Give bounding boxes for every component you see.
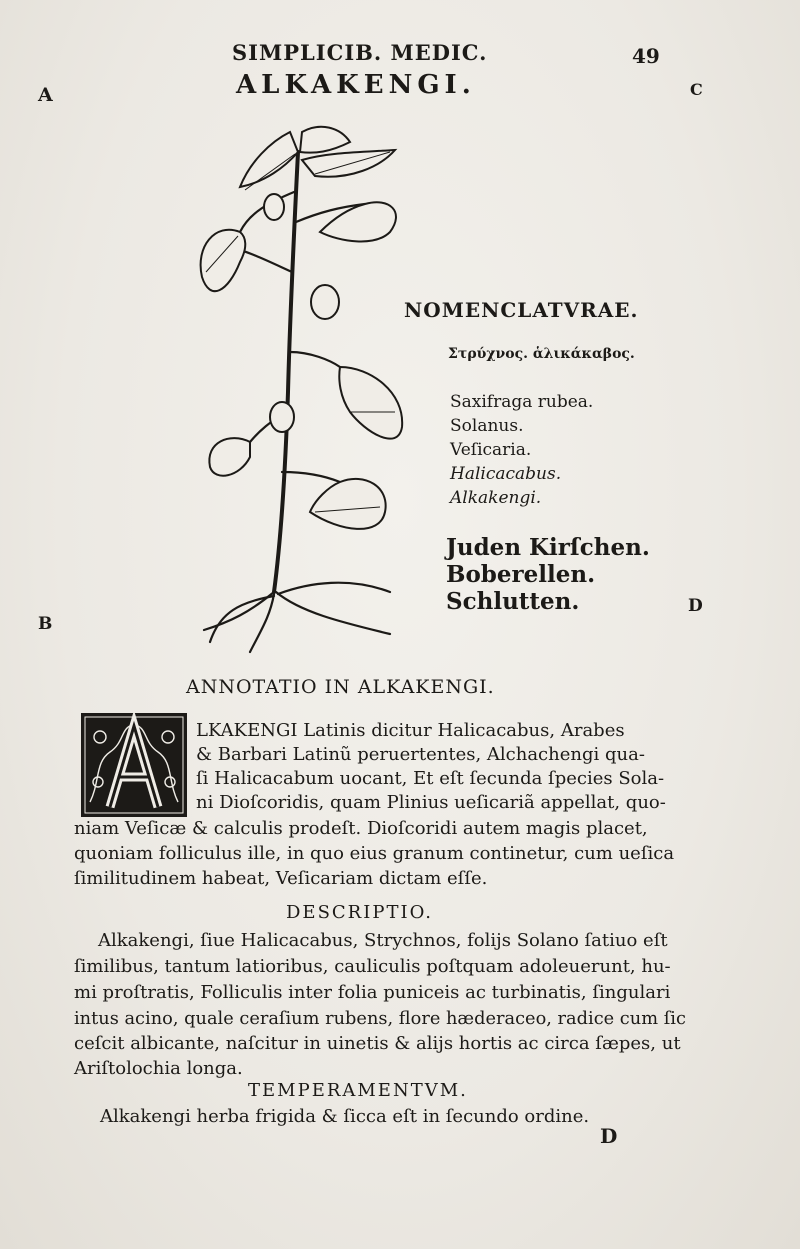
german-name: Schlutten. — [446, 588, 580, 615]
plant-title: ALKAKENGI. — [236, 70, 476, 100]
margin-letter-c: C — [690, 80, 703, 99]
german-name: Boberellen. — [446, 561, 596, 588]
annotatio-line: ſi Halicacabum uocant, Et eſt ſecunda ſpecies Sola- — [196, 768, 665, 789]
descriptio-line: ceſcit albicante, naſcitur in uinetis & alijs hortis ac circa ſæpes, ut — [74, 1033, 681, 1054]
page-number: 49 — [632, 44, 660, 68]
annotatio-line: ni Dioſcoridis, quam Plinius ueſicariã appellat, quo- — [196, 792, 666, 813]
latin-names-list — [450, 390, 593, 510]
descriptio-line: Ariſtolochia longa. — [74, 1058, 243, 1079]
margin-letter-b: B — [38, 614, 53, 634]
annotatio-line: ſimilitudinem habeat, Veſicariam dictam eſſe. — [74, 868, 488, 889]
german-name: Juden Kirſchen. — [446, 534, 650, 561]
margin-letter-d-upper: D — [688, 596, 703, 616]
annotatio-line: LKAKENGI Latinis dicitur Halicacabus, Arabes — [196, 720, 625, 741]
descriptio-line: intus acino, quale ceraſium rubens, flore hæderaceo, radice cum ſic — [74, 1008, 686, 1029]
latin-name: Alkakengi. — [450, 488, 542, 508]
temperamentum-line: Alkakengi herba frigida & ſicca eſt in ſecundo ordine. — [100, 1106, 590, 1127]
greek-names: Στρύχνος. ἁλικάκαβος. — [448, 346, 635, 362]
latin-name: Saxifraga rubea. — [450, 392, 594, 412]
descriptio-heading: DESCRIPTIO. — [286, 902, 433, 923]
margin-letter-a: A — [38, 84, 53, 106]
annotatio-line: niam Veſicæ & calculis prodeſt. Dioſcoridi autem magis placet, — [74, 818, 648, 839]
latin-name: Solanus. — [450, 416, 524, 436]
nomenclature-heading: NOMENCLATVRAE. — [404, 298, 639, 322]
margin-letter-d-lower: D — [600, 1124, 618, 1148]
german-names-list — [446, 534, 650, 615]
running-title: SIMPLICIB. MEDIC. — [232, 40, 488, 65]
annotatio-heading: ANNOTATIO IN ALKAKENGI. — [186, 676, 495, 698]
annotatio-line: quoniam folliculus ille, in quo eius granum continetur, cum ueſica — [74, 843, 675, 864]
descriptio-line: mi proſtratis, Folliculis inter folia puniceis ac turbinatis, ſingulari — [74, 982, 671, 1003]
decorated-initial-a — [80, 712, 188, 818]
alkakengi-woodcut-illustration — [190, 112, 420, 672]
descriptio-line: Alkakengi, ſiue Halicacabus, Strychnos, folijs Solano ſatiuo eſt — [98, 930, 668, 951]
temperamentum-heading: TEMPERAMENTVM. — [248, 1080, 468, 1101]
descriptio-line: ſimilibus, tantum latioribus, cauliculis poſtquam adoleuerunt, hu- — [74, 956, 671, 977]
annotatio-line: & Barbari Latinũ peruertentes, Alchachengi qua- — [196, 744, 645, 765]
latin-name: Veſicaria. — [450, 440, 532, 460]
latin-name: Halicacabus. — [450, 464, 562, 484]
